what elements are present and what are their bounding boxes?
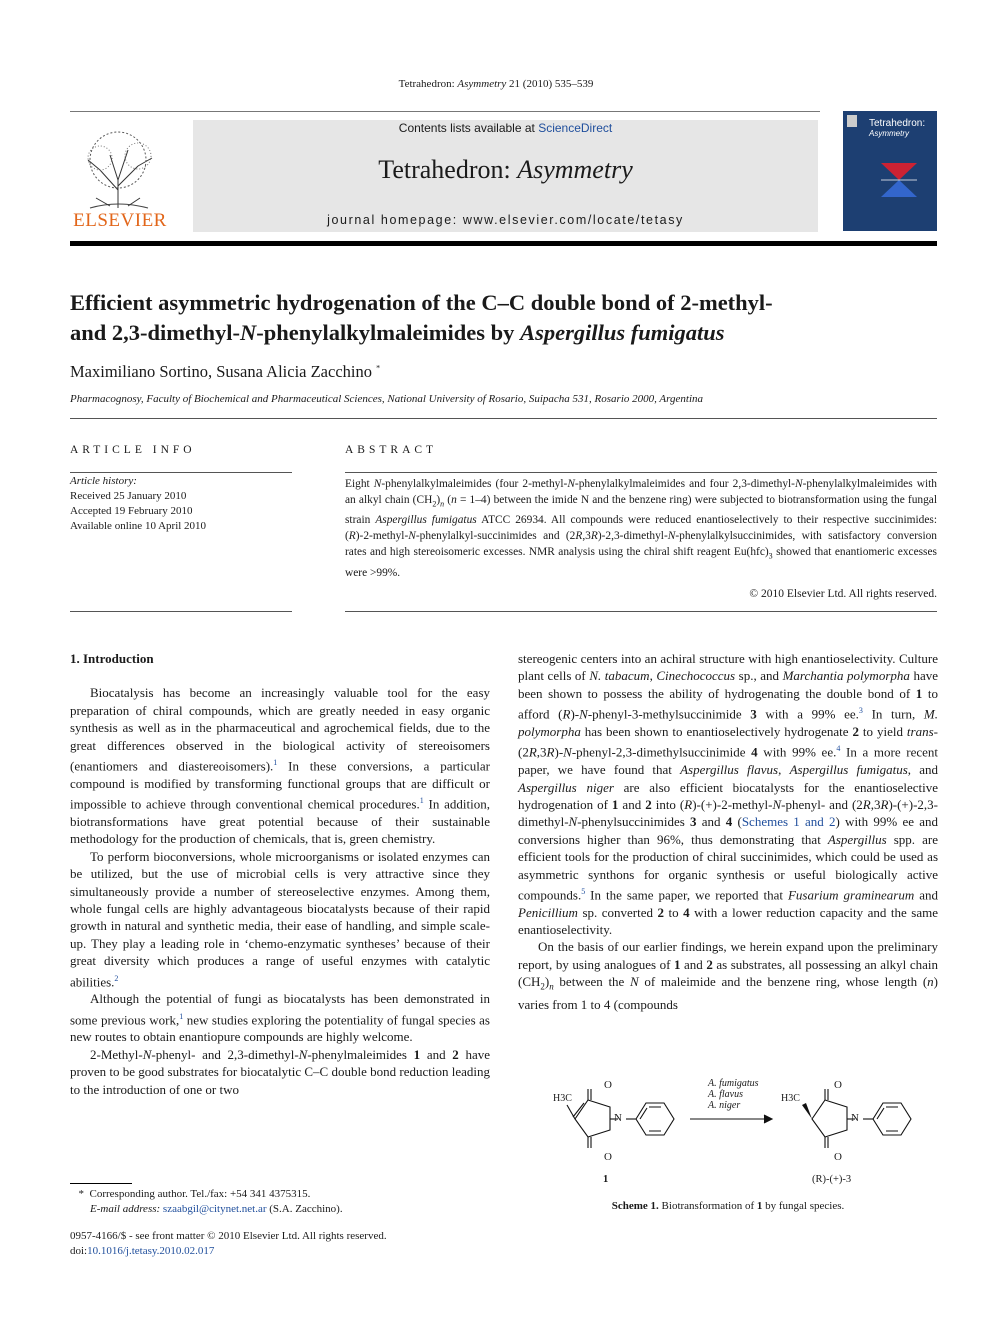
scheme-right-o-bottom: O: [834, 1151, 842, 1163]
sciencedirect-link[interactable]: ScienceDirect: [538, 121, 613, 135]
publication-info: 0957-4166/$ - see front matter © 2010 Elsevier Ltd. All rights reserved. doi:10.1016/j.tetasy.2010.02.017: [70, 1230, 387, 1257]
doi-link[interactable]: 10.1016/j.tetasy.2010.02.017: [87, 1245, 215, 1257]
contents-line: Contents lists available at ScienceDirect: [398, 121, 613, 135]
paragraph: stereogenic centers into an achiral structure with high enantioselectivity. Culture plant cells of N. tabacum, Cinechococcus sp., and Marchantia polymorpha have been shown to possess the ability of hydrogenating the double bond of 1 to afford (R)-N-phenyl-3-methylsuccinimide 3 with a 99% ee.$^3$ In turn, M. polymorpha has been shown to enantioselectively hydrogenate 2 to yield trans-(2R,3R)-N-phenyl-2,3-dimethylsuccinimide 4 with 99% ee.$^4$ In a more recent paper, we have found that Aspergillus flavus, Aspergillus fumigatus, and Aspergillus niger are also efficient biocatalysts for the enantioselective hydrogenation of 1 and 2 into (R)-(+)-2-methyl-N-phenyl- and (2R,3R)-(+)-2,3-dimethyl-N-phenylsuccinimides 3 and 4 (Schemes 1 and 2) with 99% ee and conversions higher than 96%, thus demonstrating that Aspergillus spp. are efficient tools for the production of chiral succinimides, which could be used as asymmetric synthons for organic synthesis or useful biologically active compounds.$^5$ In the same paper, we reported that Fusarium graminearum and Penicillium sp. converted 2 to 4 with a lower reduction capacity and the same enantioselectivity.: [518, 651, 939, 938]
journal-title: Tetrahedron: Asymmetry: [378, 155, 633, 184]
divider: [345, 611, 937, 612]
cover-title: Tetrahedron: Asymmetry: [869, 118, 926, 138]
article-title: Efficient asymmetric hydrogenation of the C–C double bond of 2-methyl- and 2,3-dimethyl-N-phenylalkylmaleimides by Aspergillus fumigatus: [70, 290, 773, 345]
scheme-caption: Scheme 1. Biotransformation of 1 by fungal species.: [611, 1200, 845, 1212]
affiliation: Pharmacognosy, Faculty of Biochemical and Pharmaceutical Sciences, National University of Rosario, Suipacha 531, Rosario 2000, Argentina: [70, 393, 704, 405]
abstract-copyright: © 2010 Elsevier Ltd. All rights reserved.: [749, 588, 937, 600]
scheme-left-n: N: [614, 1112, 622, 1124]
scheme-right-o-top: O: [834, 1079, 842, 1091]
email-link[interactable]: szaabgil@citynet.net.ar: [162, 1203, 267, 1215]
paragraph: 2-Methyl-N-phenyl- and 2,3-dimethyl-N-phenylmaleimides 1 and 2 have proven to be good substrates for biocatalytic C–C double bond reduction leading to the introduction of one or two: [70, 1046, 490, 1097]
divider: [70, 418, 937, 419]
scheme-compound-3-label: (R)-(+)-3: [812, 1174, 852, 1185]
body-column-left: [70, 650, 490, 1098]
cover-graphic: [879, 161, 919, 199]
journal-homepage[interactable]: journal homepage: www.elsevier.com/locate/tetasy: [327, 213, 684, 227]
divider: [70, 472, 292, 473]
abstract-text: Eight N-phenylalkylmaleimides (four 2-methyl-N-phenylalkylmaleimides and four 2,3-dimethyl-N-phenylalkylmaleimides with an alkyl chain $(CH_2)_n$ (n = 1–4) between the imide N and the benzene ring) were subjected to biotransformation using the fungal strain Aspergillus fumigatus ATCC 26934. All compounds were reduced enantioselectively to their respective succinimides: (R)-2-methyl-N-phenylalkyl-succinimides and (2R,3R)-2,3-dimethyl-N-phenylalkylsuccinimides, with satisfactory conversion rates and high stereoisomeric excesses. NMR analysis using the chiral shift reagent $Eu(hfc)_3$ showed that enantiomeric excesses were >99%.: [345, 478, 938, 579]
article-history: Article history: Received 25 January 2010 Accepted 19 February 2010 Available online 10 April 2010: [70, 475, 207, 532]
journal-citation: Tetrahedron: Asymmetry 21 (2010) 535–539: [398, 78, 594, 90]
body-column-right: [518, 650, 938, 1014]
scheme-left-o-top: O: [604, 1079, 612, 1091]
abstract-heading: ABSTRACT: [345, 444, 438, 456]
divider: [70, 611, 292, 612]
cover-publisher-mark: [847, 115, 857, 127]
header-rule: [70, 111, 820, 112]
author-list: Maximiliano Sortino, Susana Alicia Zacchino *: [70, 362, 381, 381]
elsevier-wordmark: ELSEVIER: [73, 210, 167, 231]
journal-cover: [843, 111, 937, 231]
scheme-left-methyl: H3C: [553, 1093, 572, 1104]
scheme-compound-1-label: 1: [603, 1174, 609, 1185]
section-heading-introduction: 1. Introduction: [70, 651, 154, 666]
header-thick-rule: [70, 241, 937, 246]
paragraph: Biocatalysis has become an increasingly valuable tool for the easy preparation of chiral compounds, which are greatly needed in easy organic synthesis as well as in the pharmaceutical and agrochemical fields, due to the great differences observed in the biological activity of stereoisomers (enantiomers and diastereoisomers).$^1$ In these conversions, a particular compound is modified by transforming functional groups that are difficult or impossible to achieve through conventional chemical procedures.$^1$ In addition, biotransformations have great potential because of their sustainable methodology for the production of chemicals, that is, green chemistry.: [70, 685, 491, 847]
scheme-right-n: N: [851, 1112, 859, 1124]
scheme-right-methyl: H3C: [781, 1093, 800, 1104]
divider: [345, 472, 937, 473]
paragraph: To perform bioconversions, whole microorganisms or isolated enzymes can be utilized, but the use of microbial cells is very attractive since they simultaneously provide a number of stereoselective enzymes. Among them, whole fungal cells are highly advantageous biocatalysts because of their rapid growth in natural and synthetic media, their ease of handling, and simple scale-up. They play a leading role in ‘chemo-enzymatic syntheses’ because of their great diversity which produces a range of useful enzymes with catalytic abilities.$^2$: [70, 848, 490, 989]
scheme-left-o-bottom: O: [604, 1151, 612, 1163]
article-info-heading: ARTICLE INFO: [70, 444, 196, 456]
corresponding-author-mark[interactable]: *: [376, 363, 381, 373]
paragraph: Although the potential of fungi as biocatalysts has been demonstrated in some previous work,$^1$ new studies exploring the potentiality of fungal species as new routes to obtain enantiopure compounds are highly welcome.: [70, 991, 490, 1045]
paragraph: On the basis of our earlier findings, we herein expand upon the preliminary report, by using analogues of 1 and 2 as substrates, all possessing an alkyl chain $(CH_2)_n$ between the N of maleimide and the benzene ring, whose length (n) varies from 1 to 4 (compounds: [518, 939, 938, 1013]
scheme-organisms: A. fumigatus A. flavus A. niger: [708, 1078, 759, 1111]
footnote-rule: [70, 1183, 132, 1184]
footnote: * Corresponding author. Tel./fax: +54 341 4375315. E-mail address: szaabgil@citynet.net.ar (S.A. Zacchino).: [78, 1188, 343, 1215]
